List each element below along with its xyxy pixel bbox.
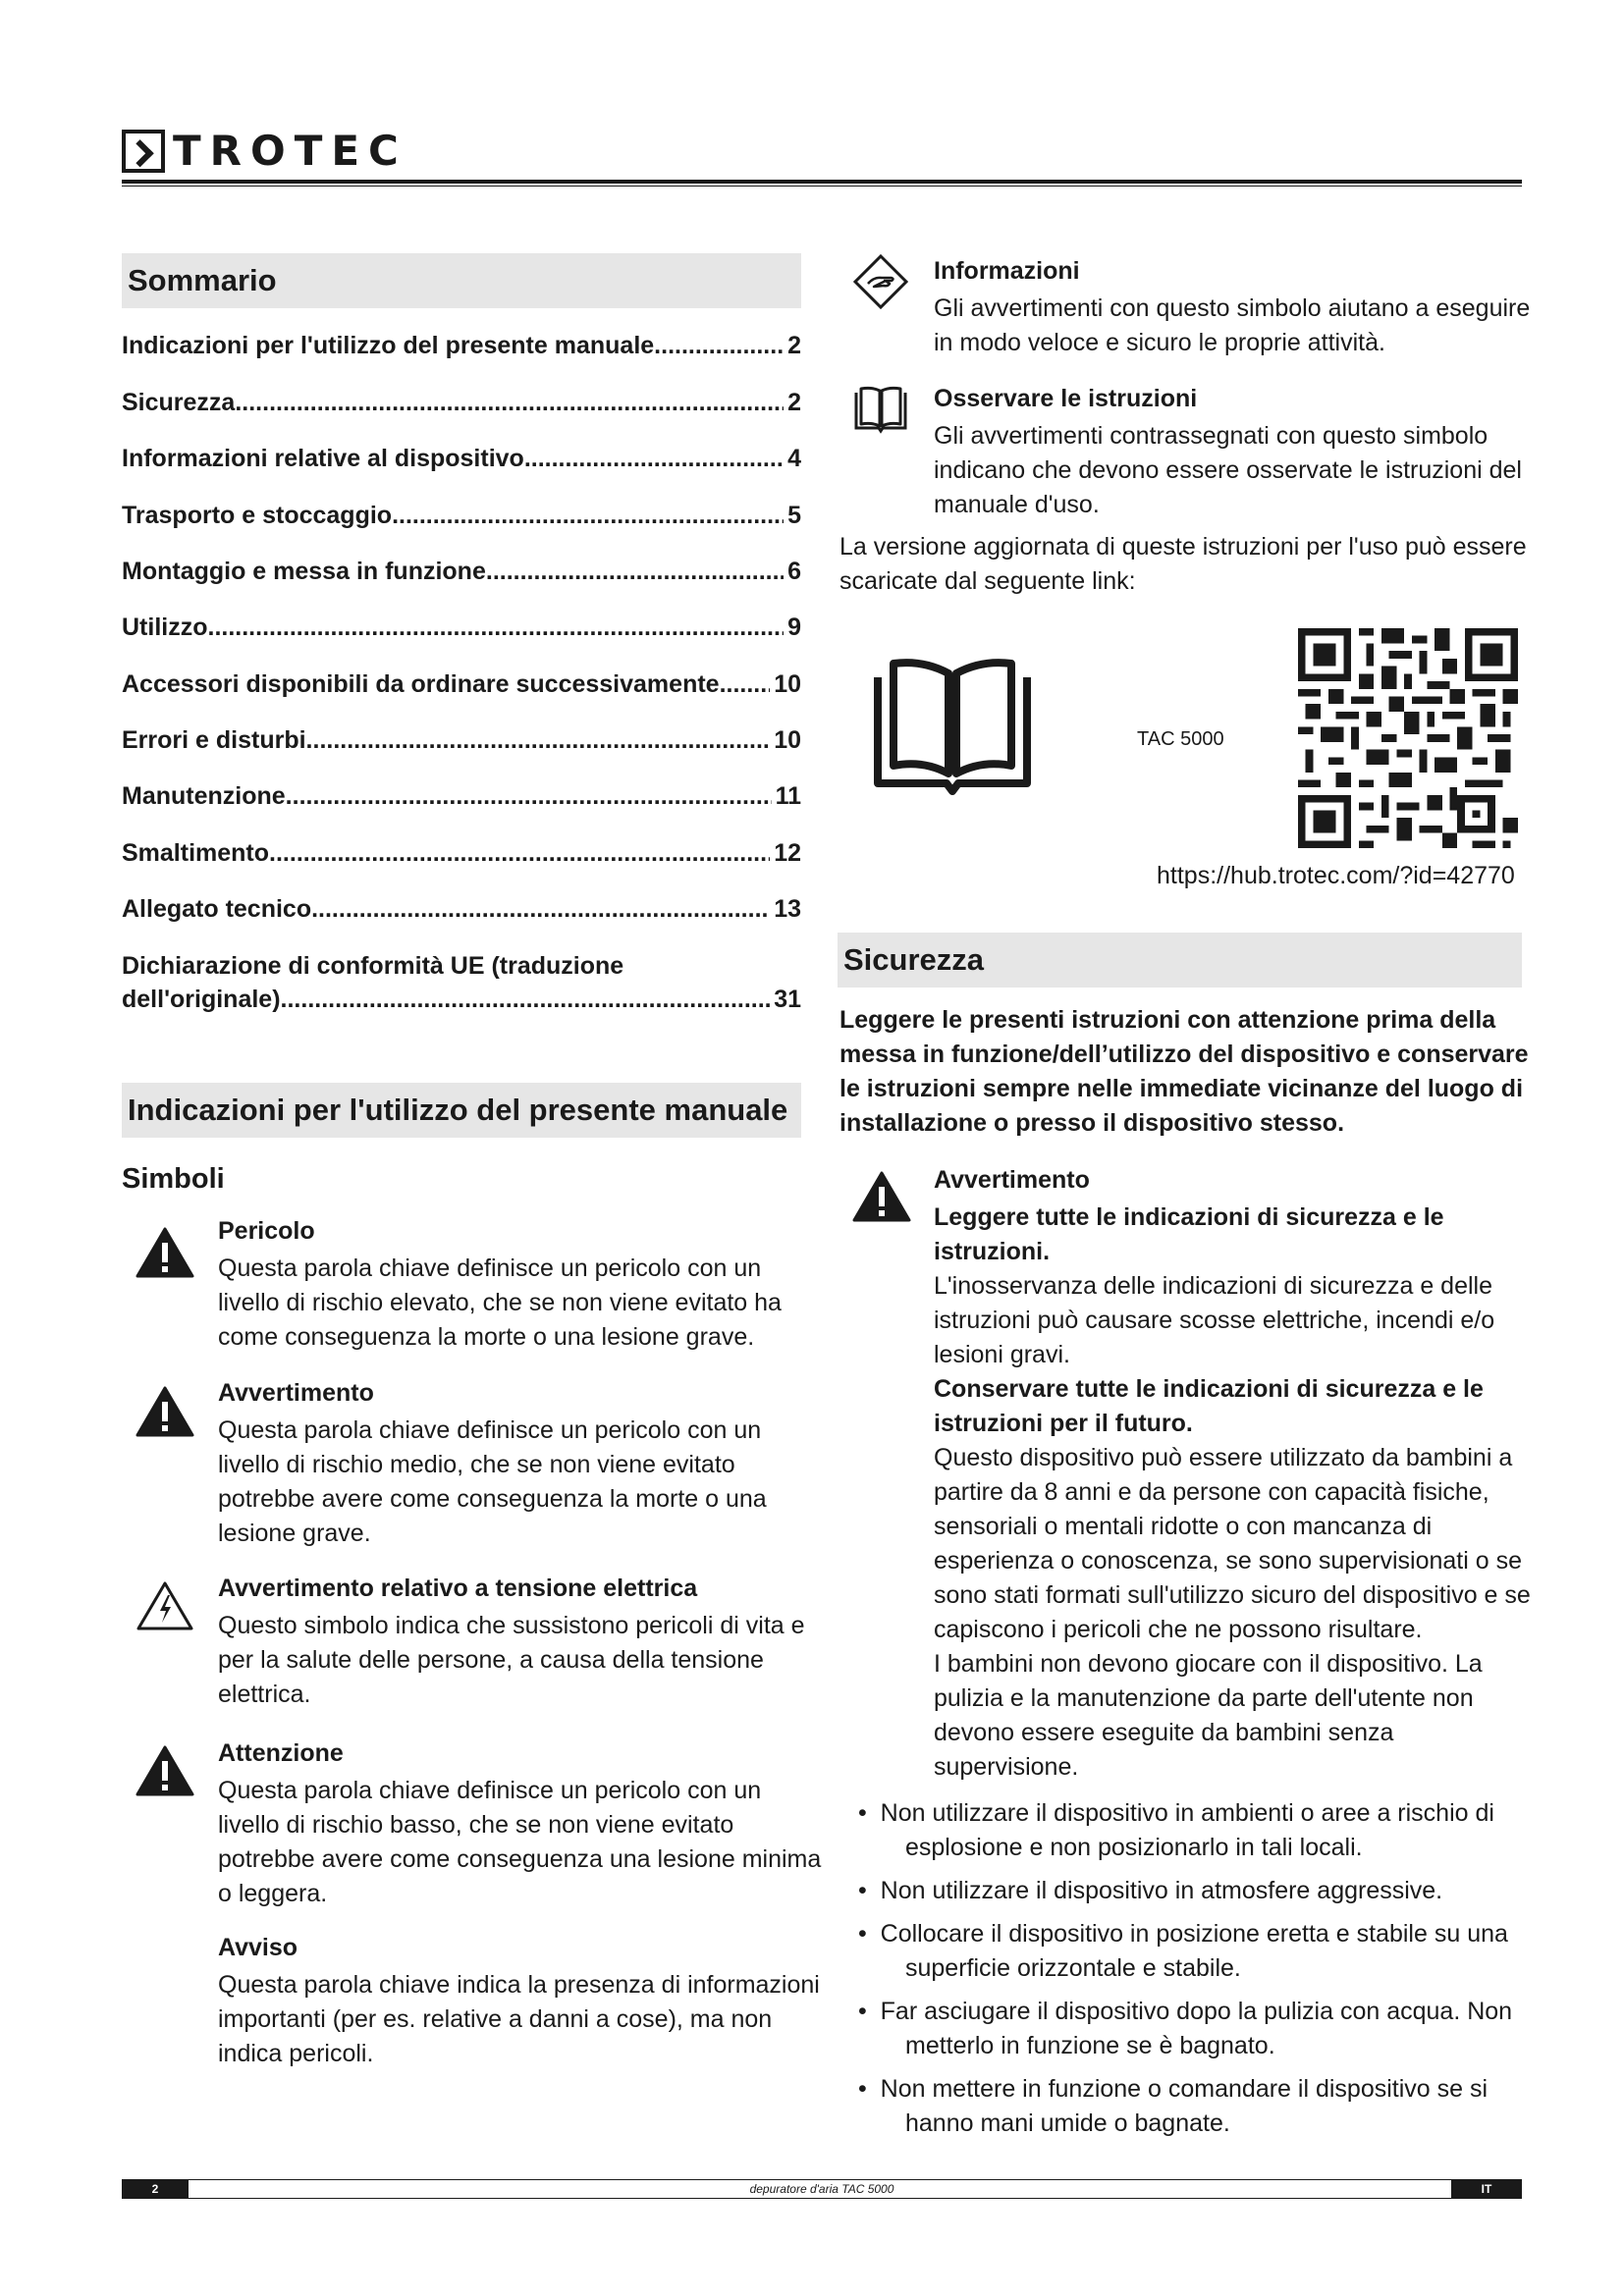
model-label: TAC 5000 [1137,728,1224,750]
toc-entry[interactable]: Utilizzo ..... 9 [122,614,801,642]
symbol-description: Gli avvertimenti contrassegnati con questo simbolo indicano che devono essere osservate le istruzioni del manuale d'uso. [934,422,1522,518]
symbol-title: Avviso [218,1934,298,1961]
toc-entry[interactable]: Errori e disturbi ..... 10 [122,726,801,755]
manual-book-icon [872,656,1033,797]
toc-entry[interactable]: Allegato tecnico ..... 13 [122,895,801,924]
trotec-logo [122,128,407,175]
list-item: • Non utilizzare il dispositivo in atmosfere aggressive. [858,1877,1443,1904]
brand-name: TROTEC [173,127,407,175]
warning-triangle-icon [135,1386,194,1437]
footer-doc-title: depuratore d'aria TAC 5000 [749,2182,894,2196]
list-item: • Non mettere in funzione o comandare il dispositivo se si hanno mani umide o bagnate. [858,2075,1489,2137]
symbol-title: Pericolo [218,1217,315,1245]
info-hand-icon [852,253,909,310]
toc-entry[interactable]: Manutenzione ..... 11 [122,782,801,811]
usage-section-title: Indicazioni per l'utilizzo del presente manuale [122,1083,801,1138]
warning-title: Avvertimento [934,1166,1090,1194]
toc-entry[interactable]: Informazioni relative al dispositivo ..... 4 [122,445,801,473]
footer-language: IT [1451,2179,1522,2199]
toc-entry[interactable]: Indicazioni per l'utilizzo del presente manuale ..... 2 [122,332,801,360]
symbol-description: Questa parola chiave definisce un pericolo con un livello di rischio medio, che se non viene evitato potrebbe avere come conseguenza la morte o una lesione grave. [218,1416,767,1547]
electric-hazard-icon [135,1580,194,1631]
toc-entry[interactable]: dell'originale) ..... 31 [122,986,801,1014]
page-number: 2 [122,2179,189,2199]
toc-entry[interactable]: Trasporto e stoccaggio ..... 5 [122,502,801,530]
warning-triangle-icon [852,1171,911,1222]
symbol-title: Avvertimento [218,1379,374,1407]
safety-bullet-list [850,1796,1528,2141]
toc-entry[interactable]: Montaggio e messa in funzione ..... 6 [122,558,801,586]
symbol-description: Questo simbolo indica che sussistono pericoli di vita e per la salute delle persone, a causa della tensione elettrica. [218,1612,805,1708]
symbol-title: Informazioni [934,257,1080,285]
toc-entry[interactable]: Smaltimento ..... 12 [122,839,801,868]
symbol-title: Osservare le istruzioni [934,385,1198,412]
list-item: • Collocare il dispositivo in posizione eretta e stabile su una superficie orizzontale e stabile. [858,1920,1508,1982]
download-url[interactable]: https://hub.trotec.com/?id=42770 [1157,862,1515,889]
safety-intro: Leggere le presenti istruzioni con attenzione prima della messa in funzione/dell’utilizzo del dispositivo e conservare le istruzioni sempre nelle immediate vicinanze del luogo di installazione o presso il dispositivo stesso. [839,1006,1529,1137]
symbol-description: Questa parola chiave indica la presenza di informazioni importanti (per es. relative a danni a cose), ma non indica pericoli. [218,1971,820,2067]
symbol-description: Gli avvertimenti con questo simbolo aiutano a eseguire in modo veloce e sicuro le proprie attività. [934,294,1531,356]
toc-title: Sommario [122,253,801,308]
symbol-title: Attenzione [218,1739,344,1767]
toc-entry[interactable]: Sicurezza ..... 2 [122,389,801,417]
qr-code-icon[interactable] [1298,628,1518,848]
safety-section-title: Sicurezza [838,933,1522,988]
list-item: • Far asciugare il dispositivo dopo la pulizia con acqua. Non metterlo in funzione se è bagnato. [858,1998,1513,2059]
toc-entry-line1[interactable]: Dichiarazione di conformità UE (traduzione [122,952,624,980]
symbol-description: Questa parola chiave definisce un pericolo con un livello di rischio basso, che se non viene evitato potrebbe avere come conseguenza una lesione minima o leggera. [218,1777,822,1907]
symbol-description: Questa parola chiave definisce un pericolo con un livello di rischio elevato, che se non viene evitato ha come conseguenza la morte o una lesione grave. [218,1255,782,1351]
warning-triangle-icon [135,1227,194,1278]
header-rule [122,180,1522,184]
toc-entry[interactable]: Accessori disponibili da ordinare successivamente ..... 10 [122,670,801,699]
list-item: • Non utilizzare il dispositivo in ambienti o aree a rischio di esplosione e non posizionarlo in tali locali. [858,1799,1494,1861]
warning-triangle-icon [135,1745,194,1796]
symbol-title: Avvertimento relativo a tensione elettrica [218,1575,698,1602]
logo-mark-icon [122,130,165,173]
download-text: La versione aggiornata di queste istruzioni per l'uso può essere scaricate dal seguente link: [839,533,1527,595]
symbols-subtitle: Simboli [122,1163,225,1195]
warning-body: Leggere tutte le indicazioni di sicurezza e le istruzioni. L'inosservanza delle indicazioni di sicurezza e delle istruzioni può causare scosse elettriche, incendi e/o lesioni gravi. Conservare tutte le indicazioni di sicurezza e le istruzioni per il futuro. Questo dispositivo può essere utilizzato da bambini a partire da 8 anni e da persone con capacità fisiche, sensoriali o mentali ridotte o con mancanza di esperienza o conoscenza, se sono supervisionati o se sono stati formati sull'utilizzo sicuro del dispositivo e se capiscono i pericoli che ne possono risultare. I bambini non devono giocare con il dispositivo. La pulizia e la manutenzione da parte dell'utente non devono essere eseguite da bambini senza supervisione. [934,1203,1531,1781]
header-rule-thin [122,186,1522,187]
manual-book-icon [852,385,909,436]
